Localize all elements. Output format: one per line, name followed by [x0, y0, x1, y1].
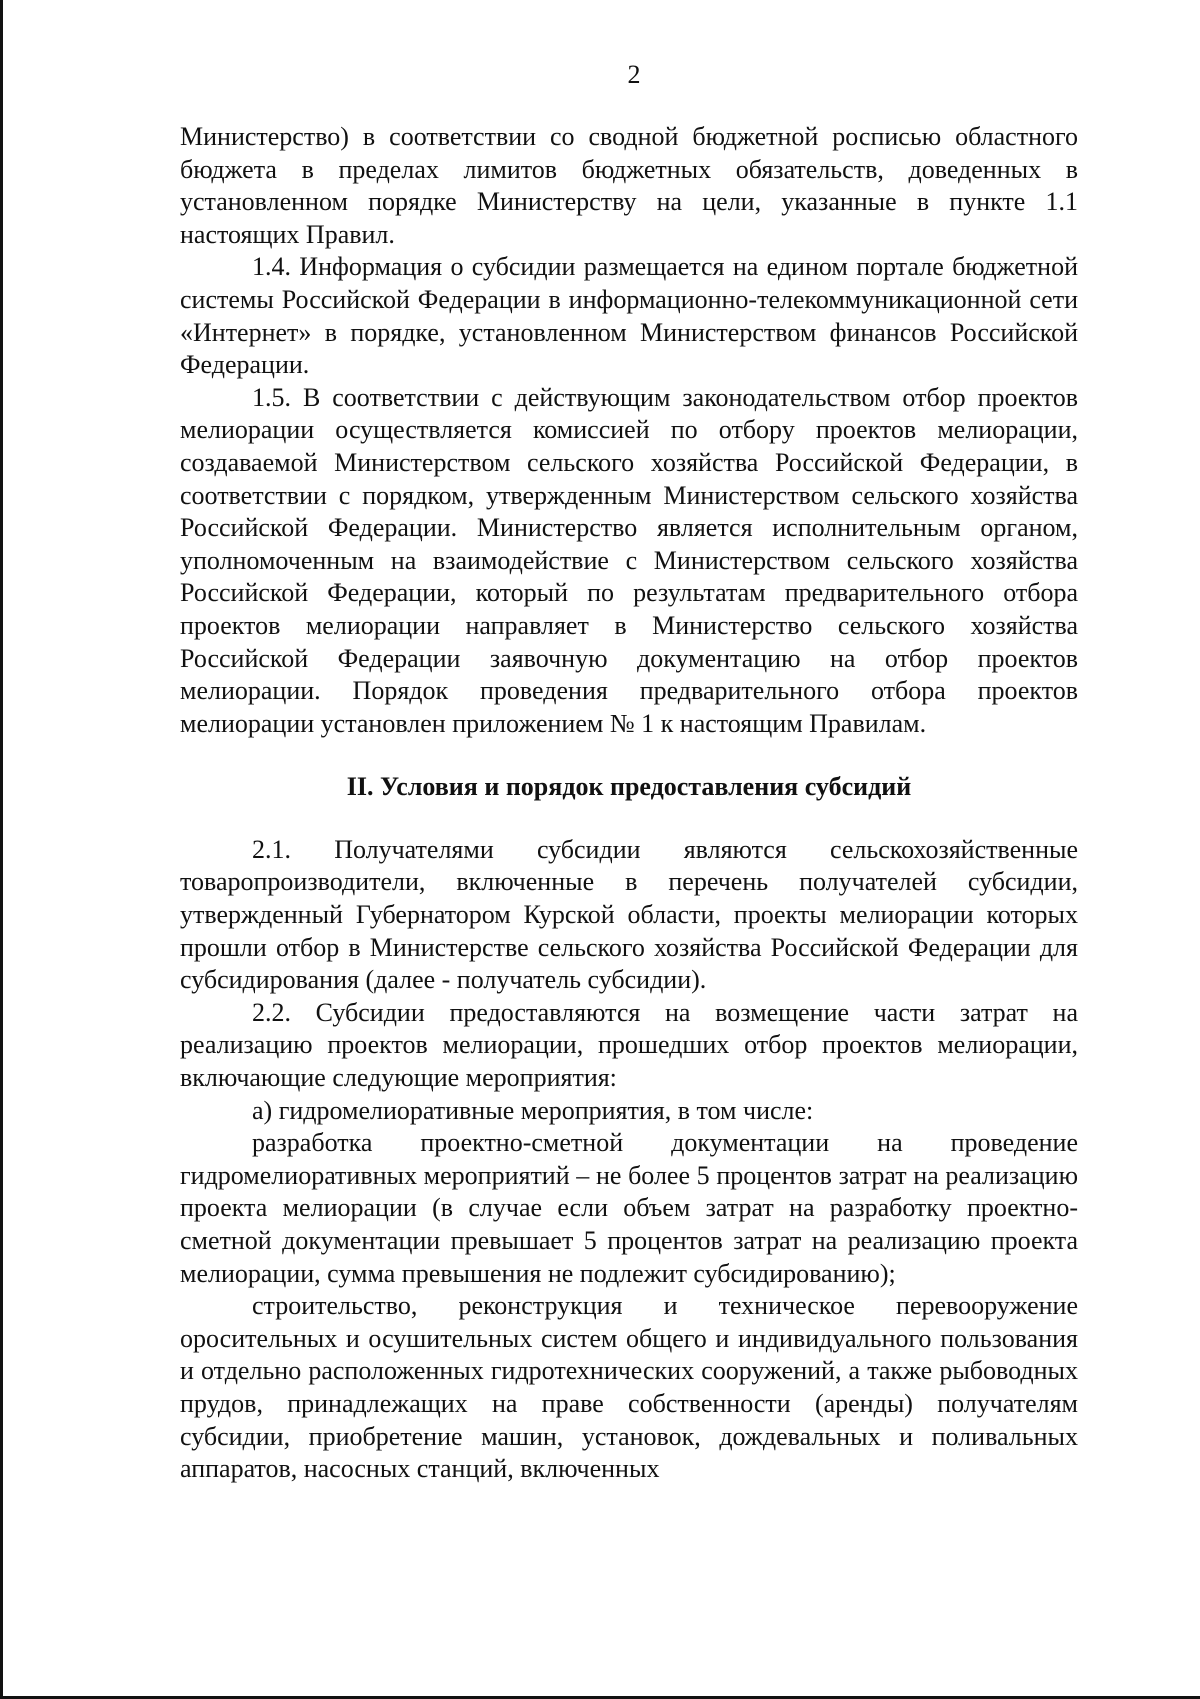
paragraph-2-2: 2.2. Субсидии предоставляются на возмещение части затрат на реализацию проектов мелиорации, прошедших отбор проектов мелиорации, включающие следующие мероприятия:: [180, 997, 1078, 1093]
paragraph-continuation: Министерство) в соответствии со сводной бюджетной росписью областного бюджета в пределах лимитов бюджетных обязательств, доведенных в установленном порядке Министерству на цели, указанные в пункте 1.1 настоящих Правил.: [180, 122, 1078, 249]
scan-edge-left: [0, 0, 3, 1699]
paragraph-construction: строительство, реконструкция и техническое перевооружение оросительных и осушительных систем общего и индивидуального пользования и отдельно расположенных гидротехнических сооружений, а также рыбоводных прудов, принадлежащих на праве собственности (аренды) получателям субсидии, приобретение машин, установок, дождевальных и поливальных аппаратов, насосных станций, включенных: [180, 1291, 1078, 1484]
paragraph-1-4: 1.4. Информация о субсидии размещается на едином портале бюджетной системы Российской Федерации в информационно-телекоммуникационной сети «Интернет» в порядке, установленном Министерством финансов Российской Федерации.: [180, 252, 1078, 380]
document-body: [180, 121, 1078, 1486]
paragraph-2-1: 2.1. Получателями субсидии являются сельскохозяйственные товаропроизводители, включенные в перечень получателей субсидии, утвержденный Губернатором Курской области, проекты мелиорации которых прошли отбор в Министерстве сельского хозяйства Российской Федерации для субсидирования (далее - получатель субсидии).: [180, 834, 1078, 995]
paragraph-item-a: а) гидромелиоративные мероприятия, в том числе:: [252, 1095, 814, 1125]
paragraph-1-5: 1.5. В соответствии с действующим законодательством отбор проектов мелиорации осуществляется комиссией по отбору проектов мелиорации, создаваемой Министерством сельского хозяйства Российской Федерации, в соответствии с порядком, утвержденным Министерством сельского хозяйства Российской Федерации. Министерство является исполнительным органом, уполномоченным на взаимодействие с Министерством сельского хозяйства Российской Федерации, который по результатам предварительного отбора проектов мелиорации направляет в Министерство сельского хозяйства Российской Федерации заявочную документацию на отбор проектов мелиорации. Порядок проведения предварительного отбора проектов мелиорации установлен приложением № 1 к настоящим Правилам.: [180, 382, 1078, 738]
page-number: 2: [627, 60, 641, 89]
section-heading: II. Условия и порядок предоставления субсидий: [346, 772, 912, 802]
paragraph-design-docs: разработка проектно-сметной документации на проведение гидромелиоративных мероприятий – не более 5 процентов затрат на реализацию проекта мелиорации (в случае если объем затрат на разработку проектно-сметной документации превышает 5 процентов затрат на реализацию проекта мелиорации, сумма превышения не подлежит субсидированию);: [180, 1128, 1078, 1288]
